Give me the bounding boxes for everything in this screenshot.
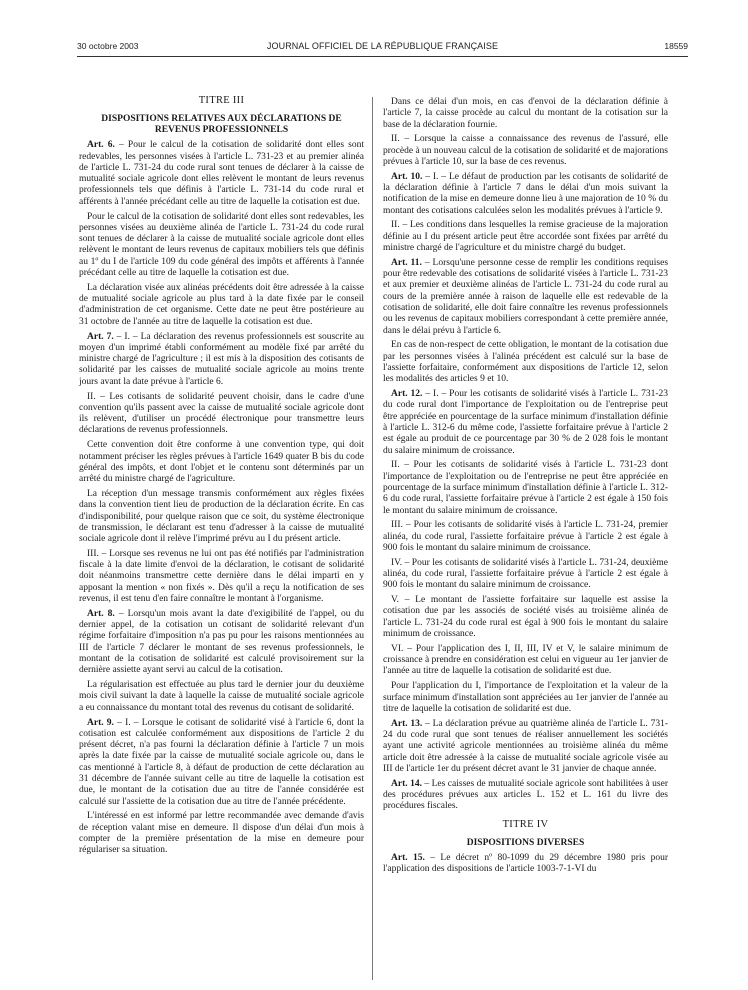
paragraph-text: IV. – Pour les cotisants de solidarité visés à l'article L. 731-24, deuxième alinéa, du code rural, l'assiette forfaitaire prévue à l'article 2 est égale à 900 fois le montant du salaire minimum de croissance. [383,557,668,591]
paragraph-text: II. – Les conditions dans lesquelles la remise gracieuse de la majoration définie au I du présent article peut être accordée sont fixées par arrêté du ministre chargé de l'agriculture et du ministre chargé du budget. [383,220,668,254]
section-heading: DISPOSITIONS RELATIVES AUX DÉCLARATIONS DE REVENUS PROFESSIONNELS [101,114,342,136]
paragraph-text: – I. – Lorsque le cotisant de solidarité visé à l'article 6, dont la cotisation est calculée conformément aux dispositions de l'article 2 du présent décret, n'a pas fourni la déclaration définie à l'article 7 un mois après la date fixée par la caisse de mutualité sociale agricole ou, dans le cas mentionné à l'article 8, à défaut de production de cette déclaration au 31 décembre de l'année suivant celle au titre de laquelle la cotisation est due, le montant de la cotisation due au titre de l'année considérée est calculé sur l'assiette de la cotisation due au titre de l'année précédente. [79,717,364,807]
column-divider [372,97,373,980]
article-paragraph [79,140,364,208]
section-title: TITRE III [198,95,245,106]
paragraph-text: – La déclaration prévue au quatrième alinéa de l'article L. 731-24 du code rural que sont tenues de réaliser annuellement les sociétés ayant une activité agricole mentionnées au troisième alinéa du même article doit être adressée à la caisse de mutualité sociale agricole visée au III de l'article 1er du présent décret avant le 31 janvier de chaque année. [383,718,668,774]
paragraph-text: VI. – Pour l'application des I, II, III, IV et V, le salaire minimum de croissance à prendre en considération est celui en vigueur au 1er janvier de l'année au titre de laquelle la cotisation de solidarité est due. [383,643,668,677]
paragraph [383,134,668,168]
paragraph-text: II. – Pour les cotisants de solidarité visés à l'article L. 731-23 dont l'importance de l'exploitation ou de l'entreprise ne peut être appréciée en pourcentage de la surface minimum d'installation définie à l'article L. 312-6 du code rural, l'assiette forfaitaire prévue à l'article 2 est égale à 150 fois le montant du salaire minimum de croissance. [383,460,668,516]
paragraph [383,644,668,678]
paragraph-text: – Le décret nº 80-1099 du 29 décembre 1980 pris pour l'application des dispositions de l'article 1003-7-1-VI du [383,852,668,875]
paragraph-text: II. – Les cotisants de solidarité peuvent choisir, dans le cadre d'une convention qu'ils passent avec la caisse de mutualité sociale agricole dont ils relèvent, d'utiliser un procédé électronique pour transmettre leurs déclarations de revenus professionnels. [79,391,364,436]
paragraph [79,489,364,545]
paragraph-text: III. – Lorsque ses revenus ne lui ont pas été notifiés par l'administration fiscale à la date limite d'envoi de la déclaration, le cotisant de solidarité doit néanmoins transmettre cette dernière dans le délai imparti en y apposant la mention « non fixés ». Dès qu'il a reçu la notification de ses revenus, il est tenu d'en faire connaître le montant à l'organisme. [79,548,364,605]
paragraph [383,97,668,131]
paragraph-text: La réception d'un message transmis conformément aux règles fixées dans la convention tient lieu de production de la déclaration écrite. En cas d'indisponibilité, pour quelque raison que ce soit, du système électronique de transmission, le déclarant est tenu d'adresser à la caisse de mutualité sociale agricole dont il relève l'imprimé prévu au I du présent article. [79,488,364,545]
article-number: Art. 12. [391,389,423,400]
paragraph-text: III. – Pour les cotisants de solidarité visés à l'article L. 731-24, premier alinéa, du code rural, l'assiette forfaitaire prévue à l'article 2 est égale à 900 fois le montant du salaire minimum de croissance. [383,520,668,553]
paragraph-text: – Les caisses de mutualité sociale agricole sont habilitées à user des procédures prévues aux articles L. 152 et L. 161 du livre des procédures fiscales. [383,778,668,812]
paragraph-text: II. – Lorsque la caisse a connaissance des revenus de l'assuré, elle procède à un nouveau calcul de la cotisation de solidarité et de majorations prévues à l'article 10, sur la base de ces revenus. [383,134,668,167]
article-number: Art. 7. [87,331,114,342]
paragraph-text: – Pour le calcul de la cotisation de solidarité dont elles sont redevables, les personnes visées à l'article L. 731-23 et au premier alinéa de l'article L. 731-24 du code rural sont tenues de déclarer à la caisse de mutualité sociale agricole dont elles relèvent le montant de leurs revenus professionnels tels que définis à l'article L. 731-14 du code rural et afférents à l'année précédant celle au titre de laquelle la cotisation est due. [79,140,364,207]
paragraph-text: – Lorsqu'une personne cesse de remplir les conditions requises pour être redevable des cotisations de solidarité visées à l'article L. 731-23 et aux premier et deuxième alinéas de l'article L. 731-24 du code rural au cours de la première année à raison de laquelle elle est redevable de la cotisation de solidarité, elle doit faire connaître les revenus professionnels ou les revenus de capitaux mobiliers correspondant à cette première année, dans le délai prévu à l'article 6. [383,257,669,336]
paragraph-text: V. – Le montant de l'assiette forfaitaire sur laquelle est assise la cotisation due par les associés de société visés au troisième alinéa de l'article L. 731-24 du code rural est égal à 900 fois le montant du salaire minimum de croissance. [383,595,668,640]
left-paragraphs [79,140,364,856]
paragraph [383,220,668,254]
paragraph-text: La déclaration visée aux alinéas précédents doit être adressée à la caisse de mutualité sociale agricole au plus tard à la date fixée par le conseil d'administration de cet organisme. Cette date ne peut être postérieure au 31 octobre de l'année au titre de laquelle la cotisation est due. [79,282,364,327]
paragraph-text: Pour l'application du I, l'importance de l'exploitation et la valeur de la surface minimum d'installation sont appréciées au 1er janvier de l'année au titre de laquelle la cotisation de solidarité est due. [383,681,668,714]
paragraph [383,460,668,516]
paragraph-text: – I. – Le défaut de production par les cotisants de solidarité de la déclaration définie à l'article 7 dans le délai d'un mois suivant la notification de la mise en demeure donne lieu à une majoration de 10 % du montant des cotisations calculées selon les modalités prévues à l'article 9. [383,171,668,216]
paragraph [79,283,364,328]
paragraph [383,558,668,592]
article-paragraph [383,779,668,813]
left-column [79,95,364,860]
paragraph [383,595,668,640]
article-number: Art. 15. [391,852,425,863]
article-paragraph [79,332,364,388]
paragraph [79,811,364,856]
article-paragraph [383,853,668,876]
article-number: Art. 13. [391,718,423,729]
article-number: Art. 14. [391,778,422,789]
paragraph [383,520,668,554]
article-number: Art. 8. [87,608,115,619]
section-title: TITRE IV [502,818,549,830]
paragraph [79,212,364,280]
article-paragraph [79,718,364,808]
paragraph-text: L'intéressé en est informé par lettre recommandée avec demande d'avis de réception valant mise en demeure. Il dispose d'un délai d'un mois à compter de la première présentation de la mise en demeure pour régulariser sa situation. [79,811,364,856]
paragraph [383,681,668,715]
article-paragraph [383,719,668,775]
article-number: Art. 6. [87,140,115,151]
journal-title: JOURNAL OFFICIEL DE LA RÉPUBLIQUE FRANÇAISE [266,41,499,51]
paragraph-text: Dans ce délai d'un mois, en cas d'envoi de la déclaration définie à l'article 7, la caisse procède au calcul du montant de la cotisation sur la base de la déclaration fournie. [383,97,668,130]
header-rule [77,56,688,57]
paragraph [383,340,668,385]
article-paragraph [79,609,364,677]
issue-date: 30 octobre 2003 [77,41,139,51]
paragraph [79,392,364,437]
page-number: 18559 [664,41,688,51]
paragraph-text: Cette convention doit être conforme à une convention type, qui doit notamment préciser les règles prévues à l'article 1649 quater B bis du code général des impôts, et dont l'objet et le contenu sont déterminés par un arrêté du ministre chargé de l'agriculture. [79,440,364,485]
article-paragraph [383,258,668,337]
article-paragraph [383,389,668,457]
paragraph-text: – Lorsqu'un mois avant la date d'exigibilité de l'appel, ou du dernier appel, de la cotisation un cotisant de solidarité relevant d'un régime forfaitaire d'imposition n'a pas pu pour les raisons mentionnées au III de l'article 7 déclarer le montant de ses revenus professionnels, le montant de la cotisation de solidarité est calculé provisoirement sur la dernière assiette ayant servi au calcul de la cotisation. [79,608,364,676]
right-paragraphs-continued [383,853,668,876]
article-number: Art. 10. [391,171,423,182]
paragraph [79,440,364,485]
article-paragraph [383,172,668,217]
article-number: Art. 11. [391,257,422,268]
paragraph-text: La régularisation est effectuée au plus tard le dernier jour du deuxième mois civil suivant la date à laquelle la caisse de mutualité sociale agricole a eu connaissance du montant total des revenus du cotisant de solidarité. [79,680,364,713]
right-column [383,97,668,879]
paragraph [79,549,364,605]
article-number: Art. 9. [87,717,114,728]
paragraph [79,680,364,714]
paragraph-text: – I. – La déclaration des revenus professionnels est souscrite au moyen d'un imprimé établi conformément au modèle fixé par arrêté du ministre chargé de l'agriculture ; il est mis à la disposition des cotisants de solidarité par les caisses de mutualité sociale agricole au moins trente jours avant la date prévue à l'article 6. [79,331,364,387]
page-header [77,41,688,55]
paragraph-text: En cas de non-respect de cette obligation, le montant de la cotisation due par les personnes visées à l'alinéa précédent est calculé sur la base de l'assiette forfaitaire, conformément aux dispositions de l'article 12, selon les modalités des articles 9 et 10. [383,340,668,385]
paragraph-text: Pour le calcul de la cotisation de solidarité dont elles sont redevables, les personnes visées au deuxième alinéa de l'article L. 731-24 du code rural sont tenues de déclarer à la caisse de mutualité sociale agricole dont elles relèvent le montant de leurs revenus de capitaux mobiliers tels que définis au 1º du I de l'article 109 du code général des impôts et afférents à l'année précédant celle au titre de laquelle la cotisation est due. [79,211,364,279]
right-paragraphs [383,97,668,813]
section-heading: DISPOSITIONS DIVERSES [466,837,585,848]
paragraph-text: – I. – Pour les cotisants de solidarité visés à l'article L. 731-23 du code rural dont l'importance de l'exploitation ou de l'entreprise peut être appréciée en pourcentage de la surface minimum d'installation définie à l'article L. 312-6 du même code, l'assiette forfaitaire prévue à l'article 2 est égale au produit de ce pourcentage par 30 % de 2 028 fois le montant du salaire minimum de croissance. [383,389,668,456]
